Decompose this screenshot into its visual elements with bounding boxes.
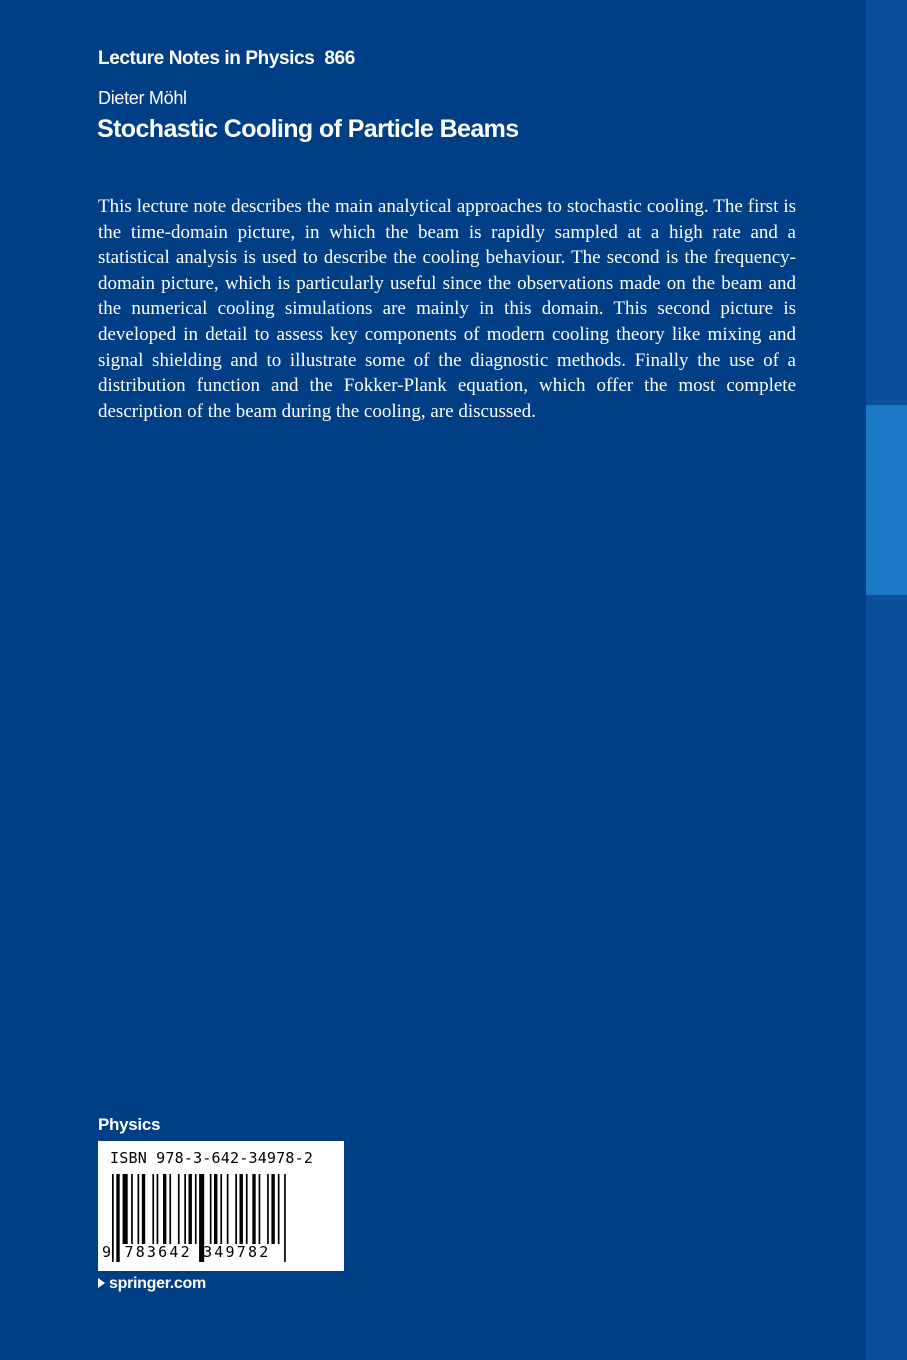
arrow-right-icon — [98, 1278, 105, 1288]
abstract-text: This lecture note describes the main analytical approaches to stochastic cooling. The first is the time-domain picture, in which the beam is rapidly sampled at a high rate and a statistical analysis is used to describe the cooling behaviour. The second is the frequency-domain picture, which is particularly useful since the observations made on the beam and the numerical cooling simulations are mainly in this domain. This second picture is developed in detail to assess key components of modern cooling theory like mixing and signal shielding and to illustrate some of the diagnostic methods. Finally the use of a distribution function and the Fokker-Plank equation, which offer the most complete description of the beam during the cooling, are discussed. — [98, 196, 796, 422]
series-name: Lecture Notes in Physics — [98, 48, 315, 69]
series-line — [98, 48, 355, 70]
barcode-bar — [271, 1174, 274, 1244]
ean-digits: 9 783642 349782 — [102, 1243, 271, 1261]
barcode-bar — [157, 1174, 159, 1244]
book-title: Stochastic Cooling of Particle Beams — [97, 115, 519, 143]
barcode-bar — [227, 1174, 229, 1244]
barcode-bar — [169, 1174, 171, 1244]
barcode-bar — [278, 1174, 280, 1244]
barcode-bar — [195, 1174, 197, 1244]
side-stripe — [866, 0, 907, 1360]
barcode-bar — [184, 1174, 186, 1244]
barcode-bar — [131, 1174, 133, 1244]
barcode-bar — [214, 1174, 217, 1244]
barcode-bar — [138, 1174, 140, 1244]
barcode-bar — [259, 1174, 261, 1244]
barcode-bar — [189, 1174, 192, 1244]
publisher-website[interactable] — [98, 1275, 206, 1293]
isbn-barcode — [98, 1141, 344, 1271]
author-name: Dieter Möhl — [98, 88, 187, 108]
barcode-bar — [284, 1174, 286, 1262]
barcode-bar — [163, 1174, 166, 1244]
barcode-bar — [123, 1174, 128, 1244]
barcode-bar — [142, 1174, 145, 1244]
barcode-bar — [210, 1174, 212, 1244]
barcode-bar — [235, 1174, 237, 1244]
barcode-bar — [267, 1174, 269, 1244]
side-stripe-highlight — [866, 405, 907, 595]
barcode-bar — [220, 1174, 222, 1244]
barcode-bar — [246, 1174, 248, 1244]
barcode-bar — [252, 1174, 255, 1244]
barcode-bar — [178, 1174, 180, 1244]
isbn-label: ISBN 978-3-642-34978-2 — [110, 1149, 314, 1167]
series-number: 866 — [324, 48, 355, 69]
barcode-bar — [240, 1174, 243, 1244]
subject-label: Physics — [98, 1115, 161, 1134]
website-label: springer.com — [109, 1275, 206, 1292]
barcode-bar — [152, 1174, 154, 1244]
